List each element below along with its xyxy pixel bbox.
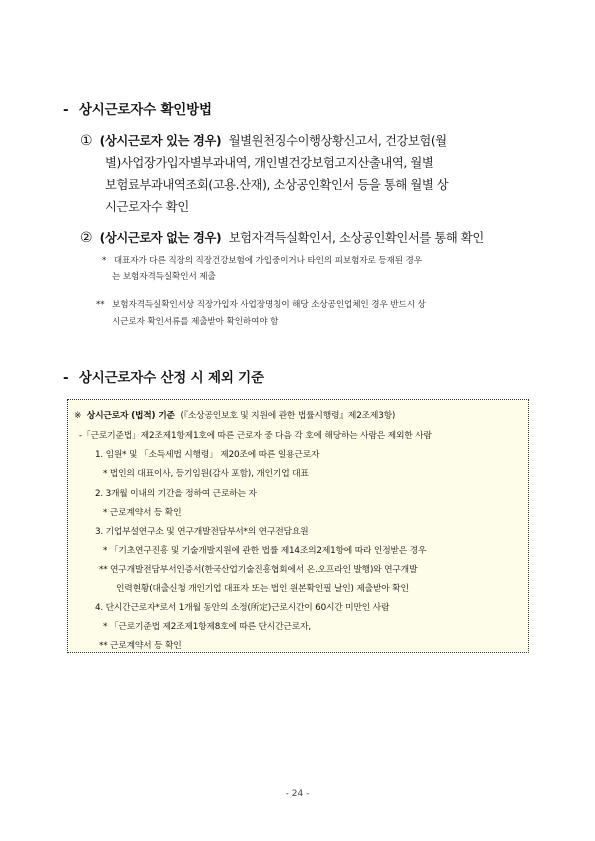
criteria-box <box>67 399 529 653</box>
section1-heading <box>63 98 212 118</box>
box-line-11: ** 근로계약서 등 확인 <box>99 641 182 651</box>
item2-line <box>80 228 484 246</box>
box-intro: -「근로기준법」제2조제1항제1호에 따른 근로자 중 다음 각 호에 해당하는 사람은 제외한 사람 <box>79 431 432 441</box>
item1-text-0: 월별원천징수이행상황신고서, 건강보험(월 <box>228 134 447 148</box>
page-number: - 24 - <box>285 789 310 799</box>
item1-line3: 보험료부과내역조회(고용.산재), 소상공인확인서 등을 통해 월별 상 <box>105 178 449 192</box>
item1-line1 <box>80 131 447 149</box>
section1-marker: - <box>63 102 69 118</box>
box-title <box>74 408 395 421</box>
item1-number: ① <box>80 133 93 149</box>
box-line-10: * 「근로기준법 제2조제1항제8호에 따른 단시간근로자, <box>103 622 311 632</box>
note2-mark: ** <box>96 300 105 310</box>
item1-line4: 시근로자수 확인 <box>105 200 189 214</box>
box-line-1: 1. 임원* 및 「소득세법 시행령」 제20조에 따른 일용근로자 <box>95 450 320 460</box>
box-line-6: * 「기초연구진흥 및 기술개발지원에 관한 법률 제14조의2제1항에 따라 인정받은 경우 <box>103 546 427 556</box>
section2-marker: - <box>63 370 69 386</box>
box-line-4: * 근로계약서 등 확인 <box>103 508 182 518</box>
box-line-5: 3. 기업부설연구소 및 연구개발전담부서*의 연구전담요원 <box>95 527 309 537</box>
box-line-8: 인력현황(대출신청 개인기업 대표자 또는 법인 원본확인필 날인) 제출받아 확인 <box>116 584 409 594</box>
box-title-rest: (『소상공인보호 및 지원에 관한 법률시행령』제2조제3항) <box>180 411 396 421</box>
note2-line2: 시근로자 확인서류를 제출받아 확인하여야 함 <box>112 317 279 327</box>
box-line-3: 2. 3개월 이내의 기간을 정하여 근로하는 자 <box>95 489 257 499</box>
section2-heading-text: 상시근로자수 산정 시 제외 기준 <box>78 370 264 386</box>
box-title-mark: ※ <box>74 411 82 421</box>
item2-text: 보험자격득실확인서, 소상공인확인서를 통해 확인 <box>228 231 484 245</box>
section2-heading <box>63 366 264 386</box>
box-title-bold: 상시근로자 (법적) 기준 <box>86 411 175 421</box>
item1-line2: 별)사업장가입자별부과내역, 개인별건강보험고지산출내역, 월별 <box>105 156 434 170</box>
item2-number: ② <box>80 230 93 246</box>
box-line-7: ** 연구개발전담부서인증서(한국산업기술진흥협회에서 온.오프라인 발행)와 연구개발 <box>99 565 418 575</box>
box-line-2: * 법인의 대표이사, 등기임원(감사 포함), 개인기업 대표 <box>103 469 309 479</box>
note2-line1 <box>96 298 426 310</box>
note2-text-0: 보험자격득실확인서상 직장가입자 사업장명칭이 해당 소상공인업체인 경우 반드시 상 <box>112 300 426 310</box>
note1-text-0: 대표자가 다른 직장의 직장건강보험에 가입중이거나 타인의 피보험자로 등재된 경우 <box>113 256 422 266</box>
note1-line1 <box>102 254 422 266</box>
note1-mark: * <box>102 256 107 266</box>
box-line-9: 4. 단시간근로자*로서 1개월 동안의 소정(所定)근로시간이 60시간 미만인 사람 <box>95 603 390 613</box>
section1-heading-text: 상시근로자수 확인방법 <box>78 102 212 118</box>
item2-label: (상시근로자 없는 경우) <box>99 231 222 245</box>
note1-line2: 는 보험자격득실확인서 제출 <box>112 272 216 282</box>
item1-label: (상시근로자 있는 경우) <box>99 134 222 148</box>
